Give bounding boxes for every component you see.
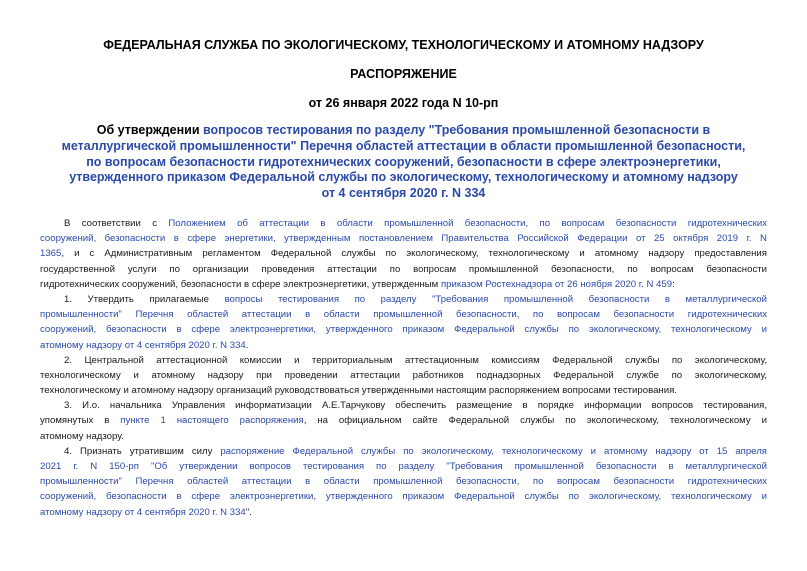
revoked-order-link[interactable]: 2021 г. N 150-рп "Об утверждении вопросов тестирования по разделу "Требования промышленной безопасности в металлургической — [40, 461, 767, 472]
clause-link[interactable]: пункте 1 настоящего распоряжения — [120, 415, 304, 427]
body-text: 1. Утвердить прилагаемые — [64, 293, 225, 305]
title-text: Об утверждении — [96, 123, 203, 137]
document-type: РАСПОРЯЖЕНИЕ — [350, 67, 457, 81]
paragraph-line — [40, 444, 767, 459]
document-date: от 26 января 2022 года N 10-рп — [308, 96, 499, 110]
order-link[interactable]: приказом Ростехнадзора от 26 ноября 2020 г. N 459 — [440, 278, 673, 290]
body-text: гидротехнических сооружений, безопасности в сфере электроэнергетики, утвержденным — [40, 278, 441, 290]
body-text: : — [672, 278, 675, 290]
title-line — [40, 123, 767, 139]
paragraph-line — [40, 338, 767, 353]
regulation-link[interactable]: сооружений, безопасности в сфере энергетики, утвержденным постановлением Правительства Российской Федерации от 25 октября 2019 г. N — [40, 233, 767, 245]
body-text: , на официальном сайте Федеральной службы по экологическому, технологическому и — [303, 415, 767, 427]
body-text: . — [245, 339, 249, 351]
regulation-link[interactable]: Положением об аттестации в области промышленной безопасности, по вопросам безопасности гидротехнических — [168, 218, 767, 229]
paragraph-line: государственной услуги по организации проведения аттестации по вопросам промышленной безопасности, по вопросам безопасности — [40, 263, 767, 275]
paragraph-line: 2. Центральной аттестационной комиссии и территориальным аттестационным комиссиям Федеральной службы по экологическому, — [64, 354, 767, 366]
questions-link[interactable]: вопросы тестирования по разделу "Требования промышленной безопасности в металлургической — [224, 293, 767, 305]
title-link[interactable]: по вопросам безопасности гидротехнических сооружений, безопасности в сфере электроэнергетики, — [86, 154, 721, 169]
paragraph-line — [40, 277, 767, 292]
paragraph-line — [40, 292, 767, 307]
title-link[interactable]: утвержденного приказом Федеральной службы по экологическому, технологическому и атомному надзору — [69, 170, 738, 185]
body-text: упомянутых в — [40, 415, 121, 427]
title-link[interactable]: от 4 сентября 2020 г. N 334 — [321, 186, 486, 201]
document-body — [40, 216, 767, 520]
paragraph-line: технологическому и атомному надзору организаций руководствоваться утвержденными настоящим распоряжением вопросами тестирования. — [40, 385, 677, 397]
regulation-link[interactable]: 1365 — [40, 248, 62, 260]
paragraph-line — [40, 505, 767, 520]
revoked-order-link[interactable]: атомному надзору от 4 сентября 2020 г. N 334 — [40, 506, 246, 518]
paragraph-line: атомному надзору. — [40, 430, 124, 442]
document-title — [40, 123, 767, 202]
paragraph-line — [40, 216, 767, 231]
title-link[interactable]: вопросов тестирования по разделу "Требования промышленной безопасности в — [203, 123, 711, 137]
questions-link[interactable]: сооружений, безопасности в сфере электроэнергетики, утвержденного приказом Федеральной службы по экологическому, технологическому и — [40, 324, 767, 336]
paragraph-line — [40, 246, 767, 261]
questions-link[interactable]: атомному надзору от 4 сентября 2020 г. N 334 — [40, 339, 246, 351]
title-link[interactable]: металлургической промышленности" Перечня областей аттестации в области промышленной безопасности, — [61, 138, 746, 153]
questions-link[interactable]: промышленности" Перечня областей аттестации в области промышленной безопасности, по вопросам безопасности гидротехнических — [40, 309, 767, 321]
revoked-order-link[interactable]: сооружений, безопасности в сфере электроэнергетики, утвержденного приказом Федеральной службы по экологическому, технологическому и — [40, 491, 767, 503]
body-text: В соответствии с — [64, 218, 169, 229]
body-text: , и с Административным регламентом Федеральной службы по экологическому, технологическому и атомному надзору предоставления — [61, 248, 767, 260]
body-text: 4. Признать утратившим силу — [64, 445, 221, 457]
paragraph-line: 3. И.о. начальника Управления информатизации А.Е.Тарчукову обеспечить размещение в порядке информации вопросов тестирования, — [64, 400, 767, 412]
revoked-order-link[interactable]: распоряжение Федеральной службы по экологическому, технологическому и атомному надзору от 15 апреля — [220, 445, 767, 457]
agency-name: ФЕДЕРАЛЬНАЯ СЛУЖБА ПО ЭКОЛОГИЧЕСКОМУ, ТЕХНОЛОГИЧЕСКОМУ И АТОМНОМУ НАДЗОРУ — [103, 38, 704, 52]
paragraph-line: технологическому и атомному надзору при проведении аттестации работников поднадзорных Федеральной службе по экологическому, — [40, 369, 767, 381]
revoked-order-link[interactable]: промышленности" Перечня областей аттестации в области промышленной безопасности, по вопросам безопасности гидротехнических — [40, 476, 767, 488]
body-text: ". — [245, 506, 252, 518]
paragraph-line — [40, 413, 767, 428]
